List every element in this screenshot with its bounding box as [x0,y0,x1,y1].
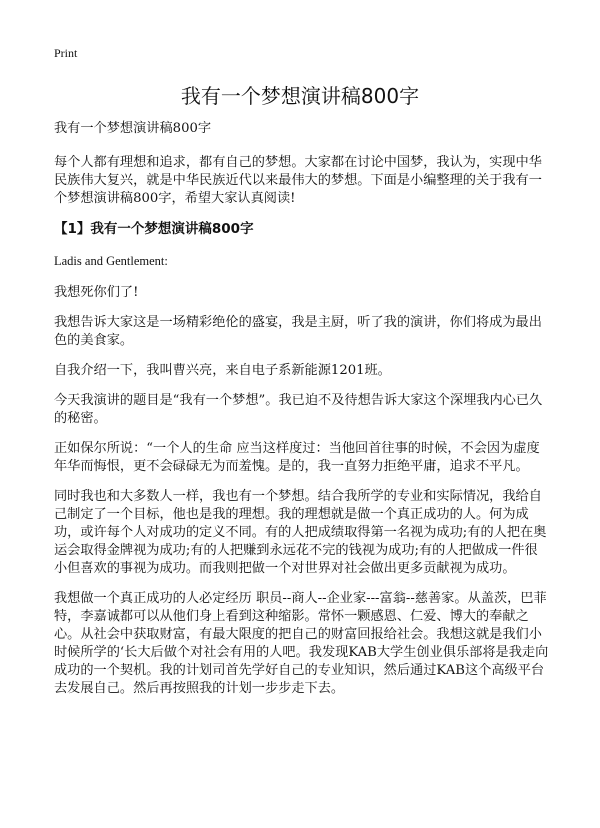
print-link[interactable]: Print [54,46,78,60]
intro-paragraph: 每个人都有理想和追求，都有自己的梦想。大家都在讨论中国梦，我认为，实现中华民族伟大复兴，就是中华民族近代以来最伟大的梦想。下面是小编整理的关于我有一个梦想演讲稿800字，希望大家认真阅读! [54,155,542,206]
paragraph: 我想做一个真正成功的人必定经历 职员--商人--企业家---富翁--慈善家。从盖茨，巴菲特，李嘉诚都可以从他们身上看到这种缩影。常怀一颗感恩、仁爱、博大的奉献之心。从社会中获取财富，有最大限度的把自己的财富回报给社会。我想这就是我们小时候所学的‘长大后做个对社会有用的人吧。我发现KAB大学生创业俱乐部将是我走向成功的一个契机。我的计划司首先学好自己的专业知识，然后通过KAB这个高级平台去发展自己。然后再按照我的计划一步步走下去。 [54,591,549,696]
paragraph: 同时我也和大多数人一样，我也有一个梦想。结合我所学的专业和实际情况，我给自己制定了一个目标，他也是我的理想。我的理想就是做一个真正成功的人。何为成功，或许每个人对成功的定义不同。有的人把成绩取得第一名视为成功;有的人把在奥运会取得金牌视为成功;有的人把赚到永远花不完的钱视为成功;有的人把做成一件很小但喜欢的事视为成功。而我则把做一个对世界对社会做出更多贡献视为成功。 [54,489,547,576]
article-subtitle: 我有一个梦想演讲稿800字 [54,121,212,136]
paragraph: 今天我演讲的题目是“我有一个梦想”。我已迫不及待想告诉大家这个深埋我内心已久的秘密。 [54,393,543,426]
paragraph: 自我介绍一下，我叫曹兴亮，来自电子系新能源1201班。 [54,363,391,378]
paragraph: 正如保尔所说：“一个人的生命 应当这样度过：当他回首往事的时候，不会因为虚度年华而悔恨，更不会碌碌无为而羞愧。是的，我一直努力拒绝平庸，追求不平凡。 [54,441,540,474]
paragraph: 我想告诉大家这是一场精彩绝伦的盛宴，我是主厨，听了我的演讲，你们将成为最出色的美食家。 [54,315,542,348]
salutation: Ladis and Gentlement: [54,254,168,268]
page-title: 我有一个梦想演讲稿800字 [180,84,420,108]
paragraph: 我想死你们了! [54,285,139,300]
article-body [54,120,550,710]
section-heading: 【1】我有一个梦想演讲稿800字 [54,221,254,237]
